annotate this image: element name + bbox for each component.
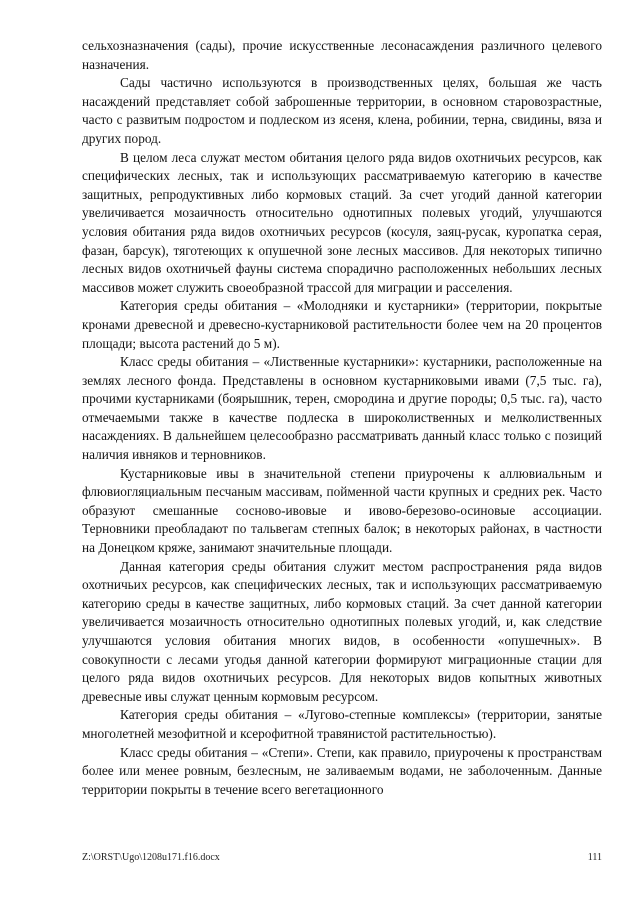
paragraph: Данная категория среды обитания служит местом распространения ряда видов охотничьих ресурсов, как специфических лесных, так и использующих рассматриваемую категорию среды в качестве защитных, либо кормовых стаций. За счет данной категории увеличивается мозаичность относительно однотипных полевых угодий, и, как следствие улучшаются условия обитания многих видов, в особенности «опушечных». В совокупности с лесами угодья данной категории формируют миграционные стации для целого ряда видов охотничьих ресурсов. Для некоторых видов копытных животных древесные ивы служат ценным кормовым ресурсом. — [82, 558, 602, 704]
paragraph: Класс среды обитания – «Лиственные кустарники»: кустарники, расположенные на землях лесного фонда. Представлены в основном кустарниковыми ивами (7,5 тыс. га), прочими кустарниками (боярышник, терен, смородина и другие породы; 0,5 тыс. га), часто отмечаемыми также в качестве подлеска в широколиственных и мелколиственных насаждениях. В дальнейшем целесообразно рассматривать данный класс только с позиций наличия ивняков и терновников. — [82, 354, 602, 463]
body-text — [82, 37, 602, 799]
paragraph: Категория среды обитания – «Молодняки и кустарники» (территории, покрытые кронами древесной и древесно-кустарниковой растительности более чем на 20 процентов площади; высота растений до 5 м). — [82, 298, 602, 351]
paragraph: В целом леса служат местом обитания целого ряда видов охотничьих ресурсов, как специфических лесных, так и использующих рассматриваемую категорию в качестве защитных, репродуктивных либо кормовых стаций. За счет угодий данной категории увеличивается мозаичность относительно однотипных полевых угодий, улучшаются условия обитания ряда видов охотничьих ресурсов (косуля, заяц-русак, куропатка серая, фазан, барсук), тяготеющих к опушечной зоне лесных массивов. Для некоторых типично лесных видов охотничьей фауны система спорадично расположенных небольших лесных массивов может служить своеобразной трассой для миграции и расселения. — [82, 149, 602, 295]
paragraph: Класс среды обитания – «Степи». Степи, как правило, приурочены к пространствам более или менее ровным, безлесным, не заливаемым водами, не заболоченным. Данные территории покрыты в течение всего вегетационного — [82, 744, 602, 797]
page-number: 111 — [587, 852, 602, 863]
footer-file-path: Z:\ORST\Ugo\1208u171.f16.docx — [82, 852, 220, 863]
paragraph: Категория среды обитания – «Лугово-степные комплексы» (территории, занятые многолетней мезофитной и ксерофитной травянистой растительностью). — [82, 707, 602, 741]
paragraph: Сады частично используются в производственных целях, большая же часть насаждений представляет собой заброшенные территории, в основном старовозрастные, часто с развитым подростом и подлеском из ясеня, клена, робинии, терна, свидины, вяза и других пород. — [82, 75, 602, 146]
paragraph: Кустарниковые ивы в значительной степени приурочены к аллювиальным и флювиогляциальным песчаным массивам, пойменной части крупных и средних рек. Часто образуют смешанные сосново-ивовые и ивово-березово-осиновые ассоциации. Терновники преобладают по тальвегам степных балок; в некоторых районах, в частности на Донецком кряже, занимают значительные площади. — [82, 465, 602, 556]
paragraph: сельхозназначения (сады), прочие искусственные лесонасаждения различного целевого назначения. — [82, 38, 602, 72]
